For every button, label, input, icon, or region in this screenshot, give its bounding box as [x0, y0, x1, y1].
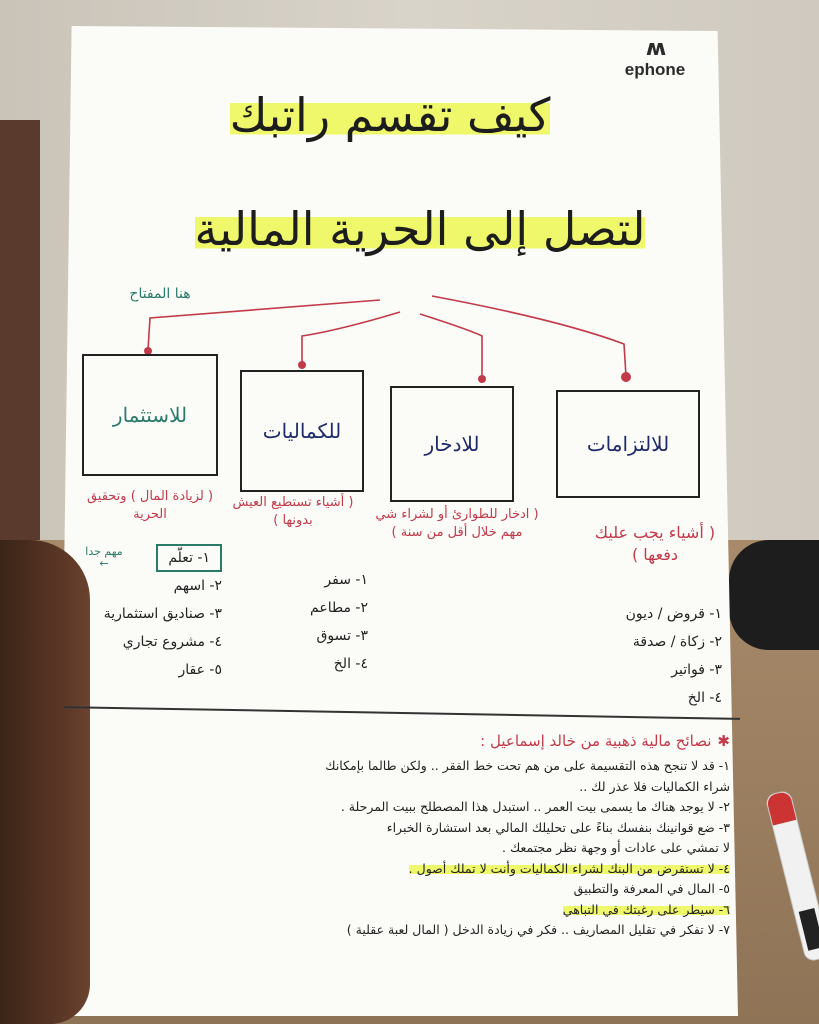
category-description-investment: ( لزيادة المال ) وتحقيق الحرية — [86, 489, 214, 522]
list-item: ٥- عقار — [178, 662, 222, 678]
tip-item: لا تمشي على عادات أو وجهة نظر مجتمعك . — [502, 840, 730, 855]
tip-item: ١- قد لا تنجح هذه التقسيمة على من هم تحت خط الفقر .. ولكن طالما بإمكانك — [325, 758, 730, 773]
luxuries-list — [278, 566, 368, 678]
list-item: ٤- الخ — [687, 690, 722, 706]
category-description-luxuries: ( أشياء تستطيع العيش بدونها ) — [232, 495, 354, 528]
list-item: ٢- زكاة / صدقة — [632, 634, 722, 650]
category-description-savings: ( ادخار للطوارئ أو لشراء شي مهم خلال أقل من سنة ) — [375, 507, 539, 540]
list-item: ٢- اسهم — [173, 578, 222, 594]
tips-title: ✱نصائح مالية ذهبية من خالد إسماعيل : — [480, 732, 730, 750]
list-item: ٣- صناديق استثمارية — [103, 606, 222, 622]
page-subtitle: لتصل إلى الحرية المالية — [194, 202, 646, 256]
tip-item: ٤- لا تستقرض من البنك لشراء الكماليات وأنت لا تملك أصول . — [408, 860, 730, 876]
list-item: ٤- مشروع تجاري — [122, 634, 222, 650]
important-note: مهم جدا ← — [85, 545, 123, 570]
key-note: هنا المفتاح — [129, 286, 191, 302]
logo-text: ephone — [624, 60, 686, 79]
star-icon: ✱ — [717, 732, 730, 750]
page-title: كيف تقسم راتبك — [229, 88, 551, 142]
category-box-investment: للاستثمار — [82, 354, 218, 476]
tip-item: ٢- لا يوجد هناك ما يسمى بيت العمر .. استبدل هذا المصطلح ببيت المرحلة . — [340, 799, 730, 814]
background-door — [0, 120, 40, 560]
tip-item: ٣- ضع قوانينك بنفسك بناءً على تحليلك المالي بعد استشارة الخبراء — [386, 819, 730, 835]
investment-list — [82, 544, 222, 684]
tip-item: ٧- لا تفكر في تقليل المصاريف .. فكر في زيادة الدخل ( المال لعبة عقلية ) — [346, 922, 730, 937]
category-box-obligations: للالتزامات — [556, 390, 700, 498]
list-item: ٣- تسوق — [316, 628, 368, 644]
list-item: ٢- مطاعم — [310, 600, 368, 616]
list-item: ١- قروض / ديون — [625, 606, 722, 622]
logo-mark-icon: ʍ — [645, 36, 665, 61]
list-item: ٤- الخ — [333, 656, 368, 672]
list-item: ١- سفر — [324, 572, 368, 588]
background-object — [729, 540, 819, 650]
tip-item: ٦- سيطر على رغبتك في التباهي — [562, 901, 730, 917]
obligations-list — [592, 600, 722, 712]
brand-logo — [610, 38, 700, 80]
list-item: ١- تعلّم — [156, 544, 222, 572]
tip-item: ٥- المال في المعرفة والتطبيق — [573, 881, 730, 896]
category-box-savings: للادخار — [390, 386, 514, 502]
tip-item: شراء الكماليات فلا عذر لك .. — [579, 778, 730, 794]
list-item: ٣- فواتير — [671, 662, 722, 678]
category-box-luxuries: للكماليات — [240, 370, 364, 492]
category-description-obligations: ( أشياء يجب عليك دفعها ) — [594, 523, 716, 564]
hand — [0, 540, 90, 1024]
tips-list — [80, 756, 730, 941]
